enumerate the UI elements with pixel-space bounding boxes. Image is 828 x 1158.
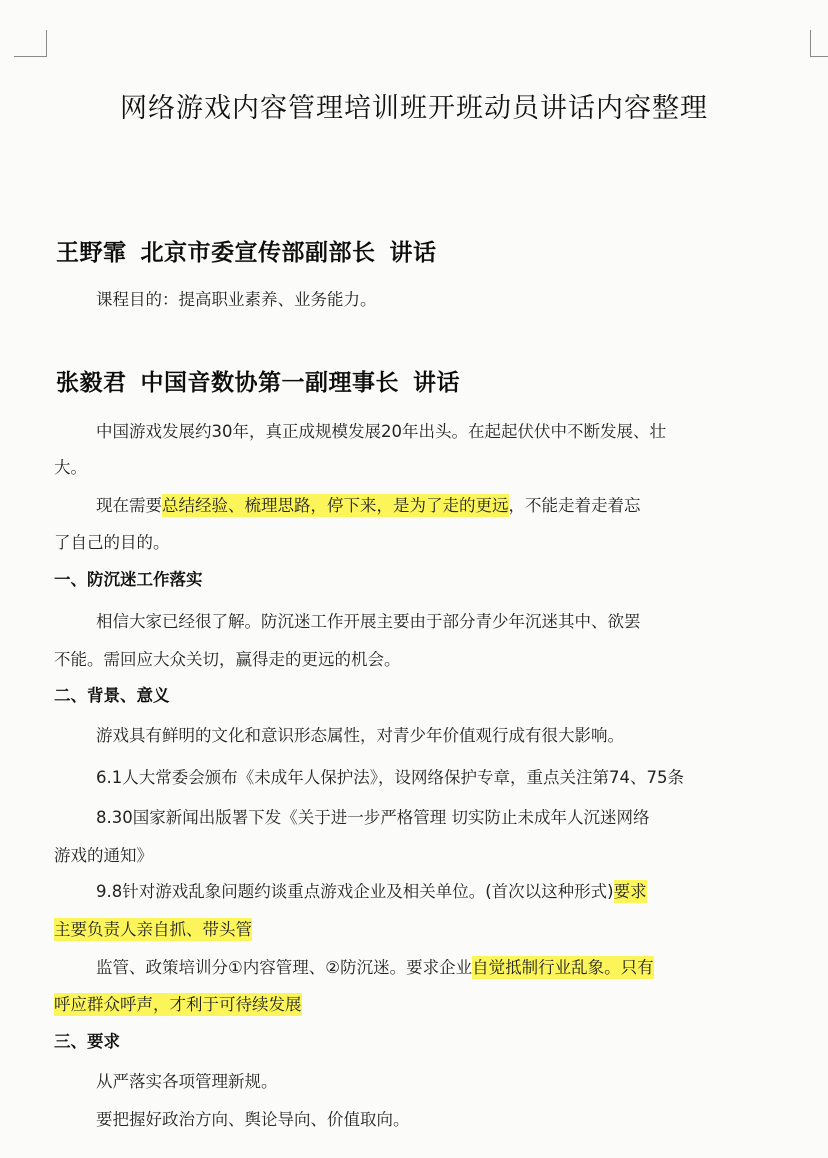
highlighted-text: 要求 [613,882,647,901]
paragraph-line: 从严落实各项管理新规。 [96,1072,278,1091]
text-run: 监管、政策培训分①内容管理、②防沉迷。要求企业 [96,958,473,977]
section-heading-3: 三、要求 [54,1032,120,1051]
highlighted-text: 主要负责人亲自抓、带头管 [54,920,252,939]
highlighted-text: 总结经验、梳理思路，停下来，是为了走的更远 [162,496,509,515]
text-run: 现在需要 [96,496,162,515]
speaker-heading-2 [56,364,460,397]
speaker-heading-1 [56,234,437,267]
paragraph-line: 相信大家已经很了解。防沉迷工作开展主要由于部分青少年沉迷其中、欲罢 [96,612,641,631]
paragraph-line [96,494,641,518]
paragraph-line: 中国游戏发展约30年，真正成规模发展20年出头。在起起伏伏中不断发展、壮 [96,422,666,441]
speaker-role: 北京市委宣传部副部长 [140,240,376,266]
paragraph-line: 6.1人大常委会颁布《未成年人保护法》，设网络保护专章，重点关注第74、75条 [96,768,684,787]
paragraph-line: 了自己的目的。 [54,533,170,552]
paragraph-line: 8.30国家新闻出版署下发《关于进一步严格管理 切实防止未成年人沉迷网络 [96,808,650,827]
text-run: ，不能走着走着忘 [508,496,641,515]
speaker-suffix: 讲话 [413,370,460,396]
speaker-role: 中国音数协第一副理事长 [140,370,399,396]
text-run: 9.8针对游戏乱象问题约谈重点游戏企业及相关单位。(首次以这种形式) [96,882,614,901]
highlighted-text: 自觉抵制行业乱象。只有 [472,958,654,977]
paragraph-line: 游戏的通知》 [54,846,153,865]
section-heading-2: 二、背景、意义 [54,686,170,705]
paragraph-line [54,918,252,942]
crop-mark-top-left [14,30,47,57]
paragraph-line: 游戏具有鲜明的文化和意识形态属性，对青少年价值观行成有很大影响。 [96,726,624,745]
paragraph-line: 大。 [54,458,87,477]
paragraph: 课程目的：提高职业素养、业务能力。 [96,290,377,309]
paragraph-line [96,880,647,904]
highlighted-text: 呼应群众呼声，才利于可待续发展 [54,995,302,1014]
paragraph-line: 不能。需回应大众关切，赢得走的更远的机会。 [54,650,401,669]
speaker-suffix: 讲话 [389,240,437,266]
paragraph-line [54,993,302,1017]
speaker-name: 张毅君 [56,370,127,396]
document-title: 网络游戏内容管理培训班开班动员讲话内容整理 [120,93,708,124]
section-heading-1: 一、防沉迷工作落实 [54,570,203,589]
paragraph-line: 要把握好政治方向、舆论导向、价值取向。 [96,1110,410,1129]
crop-mark-top-right [810,30,828,57]
paragraph-line [96,956,654,980]
speaker-name: 王野霏 [56,240,127,266]
